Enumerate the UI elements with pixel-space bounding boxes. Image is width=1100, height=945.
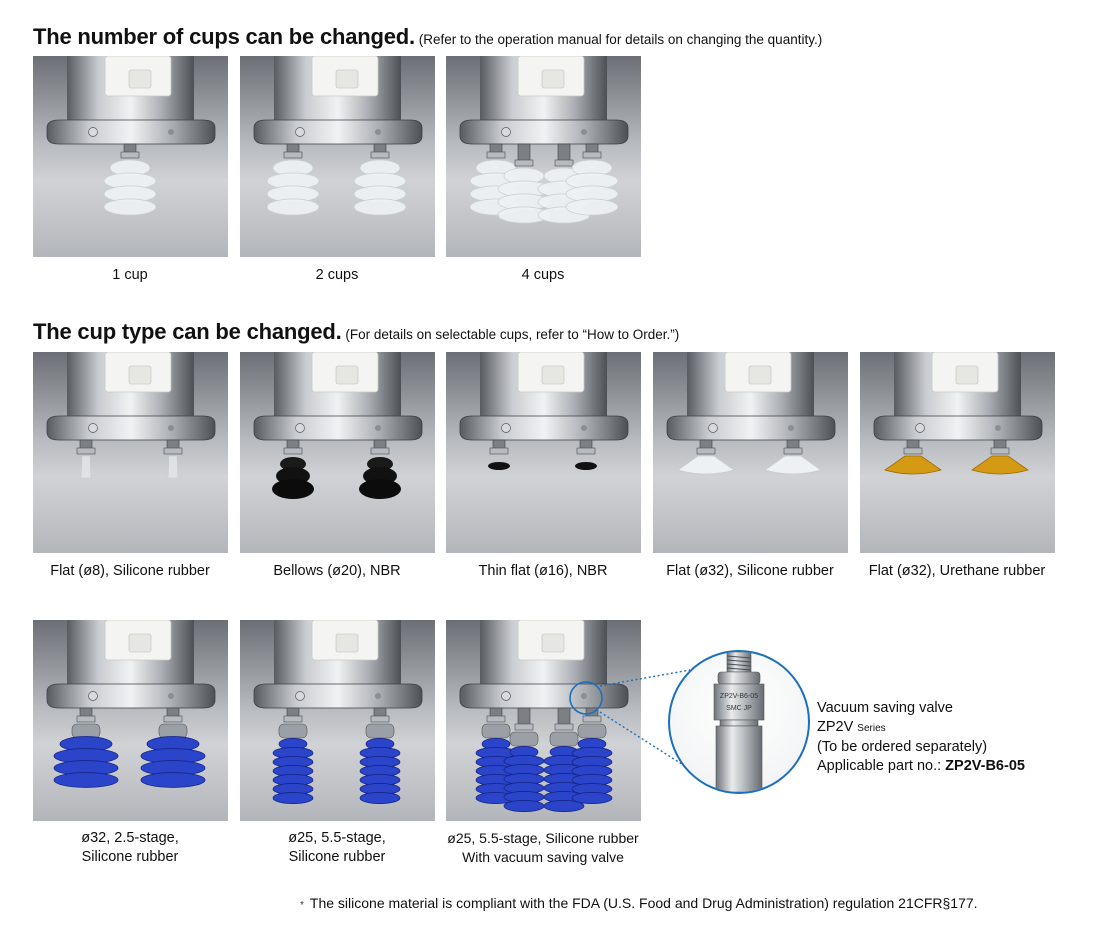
- gripper-illustration: [240, 620, 435, 821]
- photo-bellows-20-nbr: [240, 352, 435, 553]
- caption-thin-flat-16-nbr: Thin flat (ø16), NBR: [478, 563, 608, 579]
- valve-order-note: (To be ordered separately): [817, 739, 988, 755]
- caption-4-cups: 4 cups: [521, 267, 565, 283]
- section1-heading: [33, 24, 822, 50]
- vacuum-saving-valve-illustration: [670, 652, 808, 792]
- photo-flat-32-urethane: [860, 352, 1055, 553]
- section1-title: The number of cups can be changed.: [33, 24, 415, 49]
- valve-series-suffix: Series: [857, 722, 886, 734]
- photo-flat-32-silicone: [653, 352, 848, 553]
- photo-25-5-5-stage-valve: [446, 620, 641, 821]
- caption-line2: With vacuum saving valve: [462, 849, 624, 865]
- caption-25-5-5-stage: [237, 829, 437, 867]
- gripper-illustration: [860, 352, 1055, 553]
- valve-part-label: Applicable part no.:: [817, 757, 946, 774]
- photo-2-cups: [240, 56, 435, 257]
- photo-flat-8-silicone: [33, 352, 228, 553]
- footnote-text: The silicone material is compliant with the FDA (U.S. Food and Drug Administration) regulation 21CFR§177.: [309, 895, 978, 911]
- valve-part-line: [817, 757, 1025, 776]
- gripper-illustration: [446, 56, 641, 257]
- valve-part-number: ZP2V-B6-05: [945, 757, 1025, 774]
- caption-line2: Silicone rubber: [81, 849, 179, 865]
- gripper-illustration: [240, 352, 435, 553]
- valve-series: [817, 718, 1025, 739]
- gripper-illustration: [653, 352, 848, 553]
- gripper-illustration: [446, 352, 641, 553]
- valve-magnified-view: [668, 650, 810, 794]
- section2-title: The cup type can be changed.: [33, 319, 342, 344]
- caption-32-2-5-stage: [30, 829, 230, 867]
- caption-flat-32-silicone: Flat (ø32), Silicone rubber: [666, 563, 834, 579]
- footnote-mark: *: [300, 900, 304, 911]
- caption-line1: ø25, 5.5-stage, Silicone rubber: [447, 830, 639, 846]
- caption-2-cups: 2 cups: [315, 267, 359, 283]
- photo-32-2-5-stage: [33, 620, 228, 821]
- valve-description: [817, 699, 1025, 775]
- photo-25-5-5-stage: [240, 620, 435, 821]
- gripper-illustration: [33, 620, 228, 821]
- caption-line1: ø32, 2.5-stage,: [81, 830, 179, 846]
- valve-series-name: ZP2V: [817, 718, 854, 735]
- gripper-illustration: [446, 620, 641, 821]
- gripper-illustration: [240, 56, 435, 257]
- caption-bellows-20-nbr: Bellows (ø20), NBR: [273, 563, 401, 579]
- gripper-illustration: [33, 56, 228, 257]
- valve-title: Vacuum saving valve: [817, 700, 953, 716]
- fda-footnote: [300, 895, 978, 911]
- photo-4-cups: [446, 56, 641, 257]
- section2-subnote: (For details on selectable cups, refer to “How to Order.”): [345, 327, 680, 342]
- valve-brand-mark: SMC JP: [726, 705, 752, 712]
- photo-1-cup: [33, 56, 228, 257]
- caption-flat-32-urethane: Flat (ø32), Urethane rubber: [868, 563, 1046, 579]
- section1-subnote: (Refer to the operation manual for details on changing the quantity.): [418, 32, 823, 47]
- valve-engraving: ZP2V-B6-05: [719, 693, 759, 700]
- gripper-illustration: [33, 352, 228, 553]
- caption-line1: ø25, 5.5-stage,: [288, 830, 386, 846]
- section2-heading: [33, 319, 679, 345]
- caption-25-5-5-stage-valve: [428, 829, 658, 867]
- photo-thin-flat-16-nbr: [446, 352, 641, 553]
- caption-1-cup: 1 cup: [112, 267, 148, 283]
- caption-flat-8-silicone: Flat (ø8), Silicone rubber: [50, 563, 210, 579]
- caption-line2: Silicone rubber: [288, 849, 386, 865]
